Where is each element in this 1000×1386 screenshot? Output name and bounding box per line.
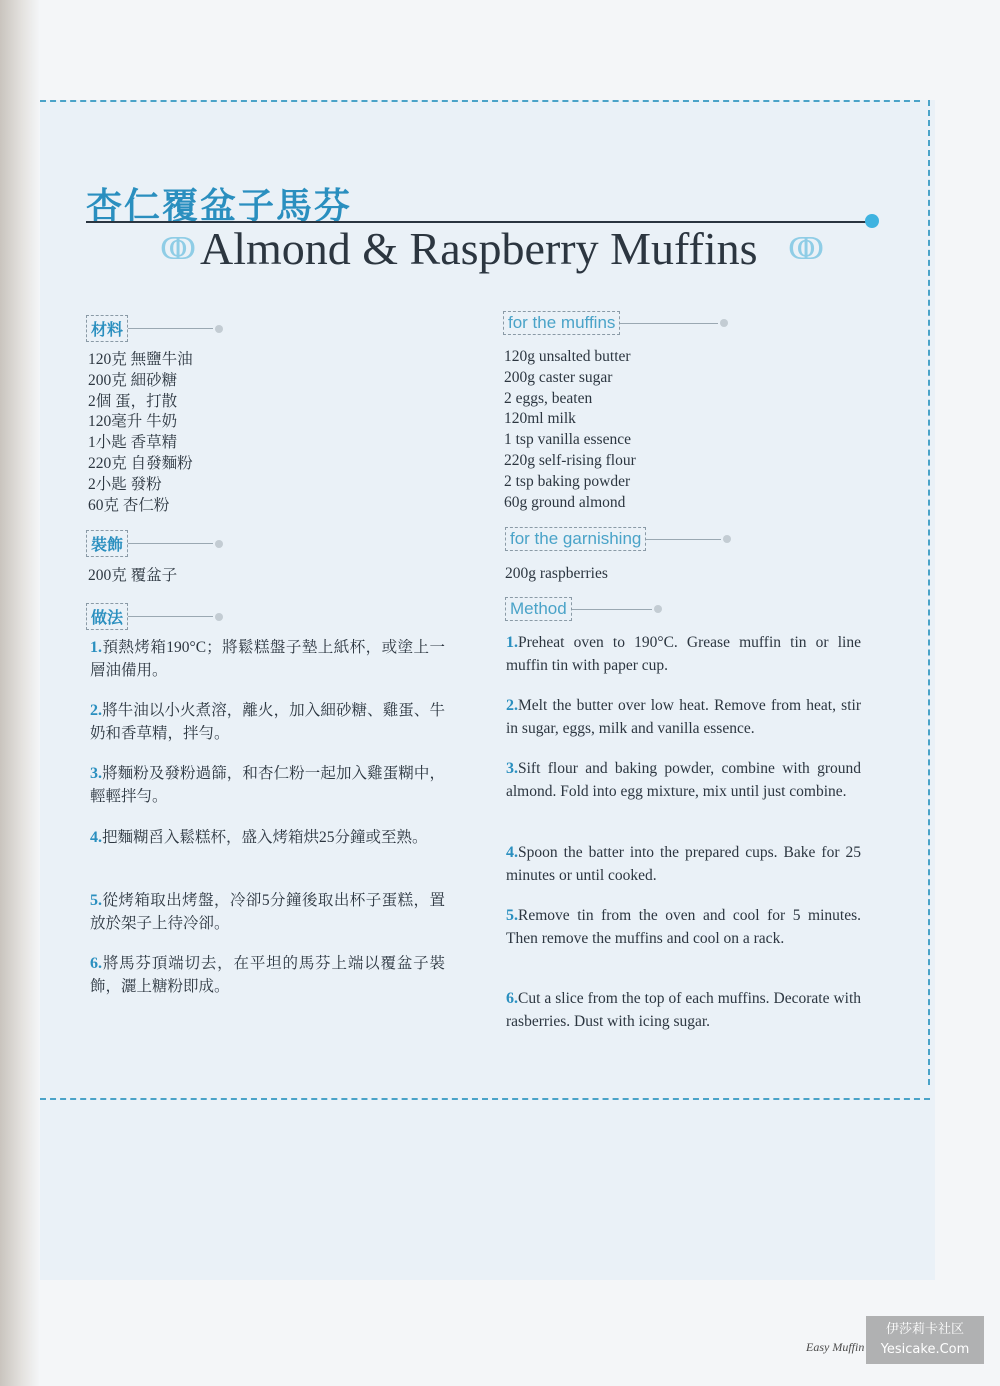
method-step <box>506 694 861 740</box>
step-number: 5. <box>90 892 102 909</box>
step-text: 預熱烤箱190°C；將鬆糕盤子墊上紙杯，或塗上一層油備用。 <box>90 639 445 679</box>
swirl-ornament-right-icon: ↂ <box>788 232 825 267</box>
list-item: 60g ground almond <box>504 493 626 511</box>
step-number: 3. <box>506 760 518 777</box>
section-dot <box>215 325 223 333</box>
recipe-title-english: Almond & Raspberry Muffins <box>200 223 758 274</box>
panel-border-top <box>40 100 920 102</box>
step-text: 將馬芬頂端切去，在平坦的馬芬上端以覆盆子裝飾，灑上糖粉即成。 <box>90 955 445 995</box>
page-gutter-shadow <box>0 0 40 1386</box>
section-label: 做法 <box>86 603 128 630</box>
section-dot <box>720 319 728 327</box>
method-step <box>506 841 861 887</box>
section-rule <box>128 616 213 617</box>
section-rule <box>128 543 213 544</box>
step-text: Preheat oven to 190°C. Grease muffin tin or line muffin tin with paper cup. <box>506 634 861 674</box>
list-item: 2 eggs, beaten <box>504 389 593 407</box>
step-text: Remove tin from the oven and cool for 5 minutes. Then remove the muffins and cool on a rack. <box>506 907 861 947</box>
list-item: 2小匙 發粉 <box>88 475 162 493</box>
step-text: 把麵糊舀入鬆糕杯，盛入烤箱烘25分鐘或至熟。 <box>102 829 428 846</box>
section-dot <box>215 613 223 621</box>
panel-border-bottom <box>40 1098 930 1100</box>
section-rule <box>646 539 721 540</box>
step-number: 4. <box>90 829 102 846</box>
step-number: 2. <box>90 702 102 719</box>
method-step <box>90 699 445 745</box>
method-step <box>90 762 445 808</box>
list-item: 2個 蛋，打散 <box>88 392 178 410</box>
list-item: 200克 覆盆子 <box>88 567 178 584</box>
ingredient-list-en <box>504 347 636 513</box>
method-step <box>90 889 445 935</box>
list-item: 200g caster sugar <box>504 368 613 386</box>
step-number: 1. <box>506 634 518 651</box>
method-step <box>506 904 861 950</box>
list-item: 220g self-rising flour <box>504 451 636 469</box>
list-item: 120ml milk <box>504 410 576 428</box>
step-number: 1. <box>90 639 102 656</box>
list-item: 1 tsp vanilla essence <box>504 431 631 449</box>
section-label: 材料 <box>86 315 128 342</box>
list-item: 2 tsp baking powder <box>504 472 631 490</box>
list-item: 60克 杏仁粉 <box>88 496 170 514</box>
step-text: 將牛油以小火煮溶，離火，加入細砂糖、雞蛋、牛奶和香草精，拌勻。 <box>90 702 445 742</box>
section-ingredients-en <box>503 311 728 335</box>
ingredient-list-cn <box>88 350 193 516</box>
title-dot-ornament <box>865 214 879 228</box>
step-number: 6. <box>506 990 518 1007</box>
list-item: 220克 自發麵粉 <box>88 454 193 472</box>
section-garnish-cn <box>86 530 223 557</box>
step-number: 2. <box>506 697 518 714</box>
step-number: 3. <box>90 765 102 782</box>
book-footer-title: Easy Muffin <box>806 1340 865 1354</box>
section-garnish-en <box>505 527 731 551</box>
method-step <box>506 757 861 803</box>
section-dot <box>654 605 662 613</box>
recipe-panel <box>40 100 935 1280</box>
section-label: for the garnishing <box>505 527 646 551</box>
list-item: 120克 無鹽牛油 <box>88 351 193 368</box>
step-text: 從烤箱取出烤盤，冷卻5分鐘後取出杯子蛋糕，置放於架子上待冷卻。 <box>90 892 445 932</box>
swirl-ornament-left-icon: ↂ <box>160 232 197 267</box>
list-item: 1小匙 香草精 <box>88 434 178 452</box>
list-item: 120毫升 牛奶 <box>88 413 178 431</box>
section-rule <box>572 609 652 610</box>
garnish-list-cn <box>88 566 177 587</box>
section-method-en <box>505 597 662 621</box>
site-watermark <box>866 1316 984 1364</box>
section-label: Method <box>505 597 572 621</box>
method-step <box>506 987 861 1033</box>
section-dot <box>723 535 731 543</box>
step-text: Sift flour and baking powder, combine with ground almond. Fold into egg mixture, mix until just combine. <box>506 760 861 800</box>
step-number: 4. <box>506 844 518 861</box>
recipe-title-chinese: 杏仁覆盆子馬芬 <box>86 185 353 227</box>
step-text: 將麵粉及發粉過篩，和杏仁粉一起加入雞蛋糊中，輕輕拌勻。 <box>90 765 445 805</box>
step-text: Spoon the batter into the prepared cups. Bake for 25 minutes or until cooked. <box>506 844 861 884</box>
section-rule <box>620 323 718 324</box>
section-label: for the muffins <box>503 311 620 335</box>
method-step <box>90 826 445 849</box>
section-label: 裝飾 <box>86 530 128 557</box>
method-step <box>506 631 861 677</box>
garnish-list-en <box>505 564 608 585</box>
step-number: 5. <box>506 907 518 924</box>
section-ingredients-cn <box>86 315 223 342</box>
method-step <box>90 952 445 998</box>
step-number: 6. <box>90 955 102 972</box>
method-step <box>90 636 445 682</box>
list-item: 120g unsalted butter <box>504 348 631 365</box>
section-dot <box>215 540 223 548</box>
list-item: 200g raspberries <box>505 565 608 582</box>
section-rule <box>128 328 213 329</box>
section-method-cn <box>86 603 223 630</box>
panel-border-right <box>928 100 930 1085</box>
watermark-line: Yesicake.Com <box>880 1342 970 1357</box>
list-item: 200克 細砂糖 <box>88 371 178 389</box>
watermark-line: 伊莎莉卡社区 <box>885 1322 964 1337</box>
step-text: Cut a slice from the top of each muffins. Decorate with rasberries. Dust with icing sugar. <box>506 990 861 1030</box>
step-text: Melt the butter over low heat. Remove from heat, stir in sugar, eggs, milk and vanilla essence. <box>506 697 861 737</box>
